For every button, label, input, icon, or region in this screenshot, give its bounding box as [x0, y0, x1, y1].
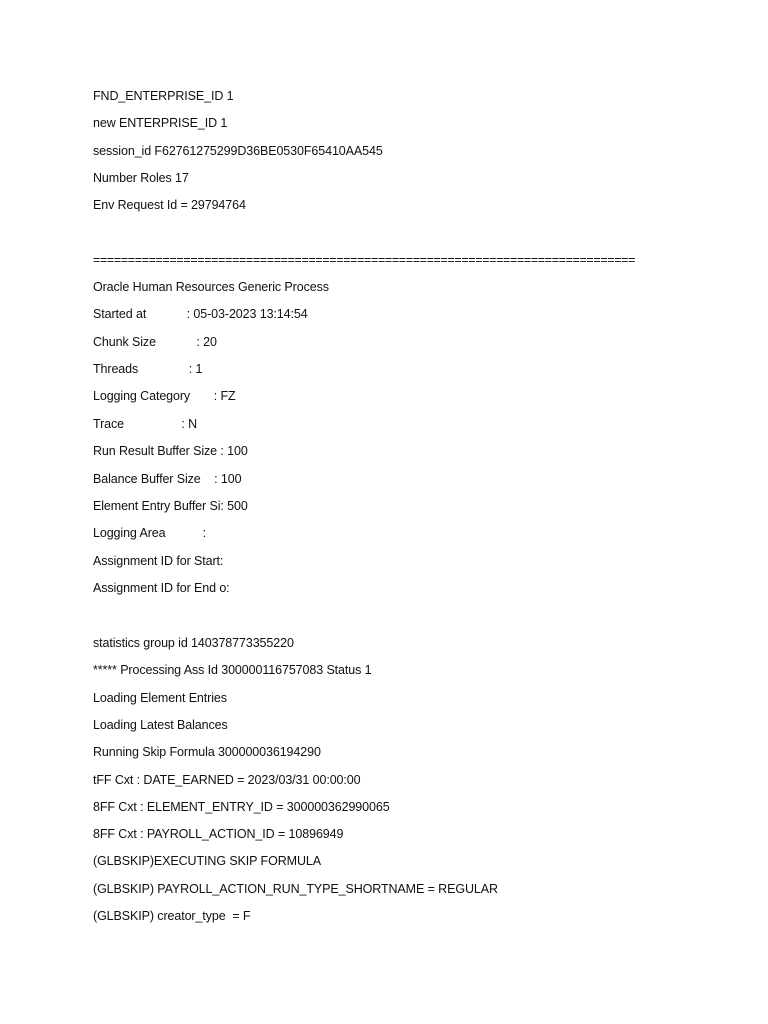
- log-line-session-id: session_id F62761275299D36BE0530F65410AA545: [93, 144, 383, 158]
- log-line-trace: Trace : N: [93, 417, 198, 431]
- log-line-statistics-group: statistics group id 140378773355220: [93, 636, 294, 650]
- log-line-skip-formula: Running Skip Formula 300000036194290: [93, 745, 321, 759]
- log-line-logging-area: Logging Area :: [93, 526, 206, 540]
- separator-line: ==============================================================================: [93, 253, 636, 267]
- log-line-threads: Threads : 1: [93, 362, 203, 376]
- log-line-fnd-enterprise-id: FND_ENTERPRISE_ID 1: [93, 89, 234, 103]
- log-line-run-result-buffer: Run Result Buffer Size : 100: [93, 444, 248, 458]
- log-line-new-enterprise-id: new ENTERPRISE_ID 1: [93, 116, 228, 130]
- log-line-number-roles: Number Roles 17: [93, 171, 189, 185]
- log-line-balance-buffer: Balance Buffer Size : 100: [93, 472, 242, 486]
- log-line-run-type-shortname: (GLBSKIP) PAYROLL_ACTION_RUN_TYPE_SHORTNAME = REGULAR: [93, 882, 498, 896]
- log-line-creator-type: (GLBSKIP) creator_type = F: [93, 909, 251, 923]
- log-line-logging-category: Logging Category : FZ: [93, 389, 236, 403]
- log-line-loading-balances: Loading Latest Balances: [93, 718, 228, 732]
- log-line-processing-ass: ***** Processing Ass Id 300000116757083 Status 1: [93, 663, 372, 677]
- log-line-executing-skip: (GLBSKIP)EXECUTING SKIP FORMULA: [93, 854, 321, 868]
- log-line-env-request-id: Env Request Id = 29794764: [93, 198, 246, 212]
- log-line-loading-entries: Loading Element Entries: [93, 691, 227, 705]
- log-line-date-earned: tFF Cxt : DATE_EARNED = 2023/03/31 00:00:00: [93, 773, 361, 787]
- log-line-chunk-size: Chunk Size : 20: [93, 335, 217, 349]
- log-line-assignment-start: Assignment ID for Start:: [93, 554, 224, 568]
- log-line-started-at: Started at : 05-03-2023 13:14:54: [93, 307, 308, 321]
- log-line-element-entry-buffer: Element Entry Buffer Si: 500: [93, 499, 248, 513]
- log-line-process-title: Oracle Human Resources Generic Process: [93, 280, 329, 294]
- log-line-element-entry-id: 8FF Cxt : ELEMENT_ENTRY_ID = 300000362990065: [93, 800, 390, 814]
- log-line-assignment-end: Assignment ID for End o:: [93, 581, 230, 595]
- log-line-payroll-action-id: 8FF Cxt : PAYROLL_ACTION_ID = 10896949: [93, 827, 344, 841]
